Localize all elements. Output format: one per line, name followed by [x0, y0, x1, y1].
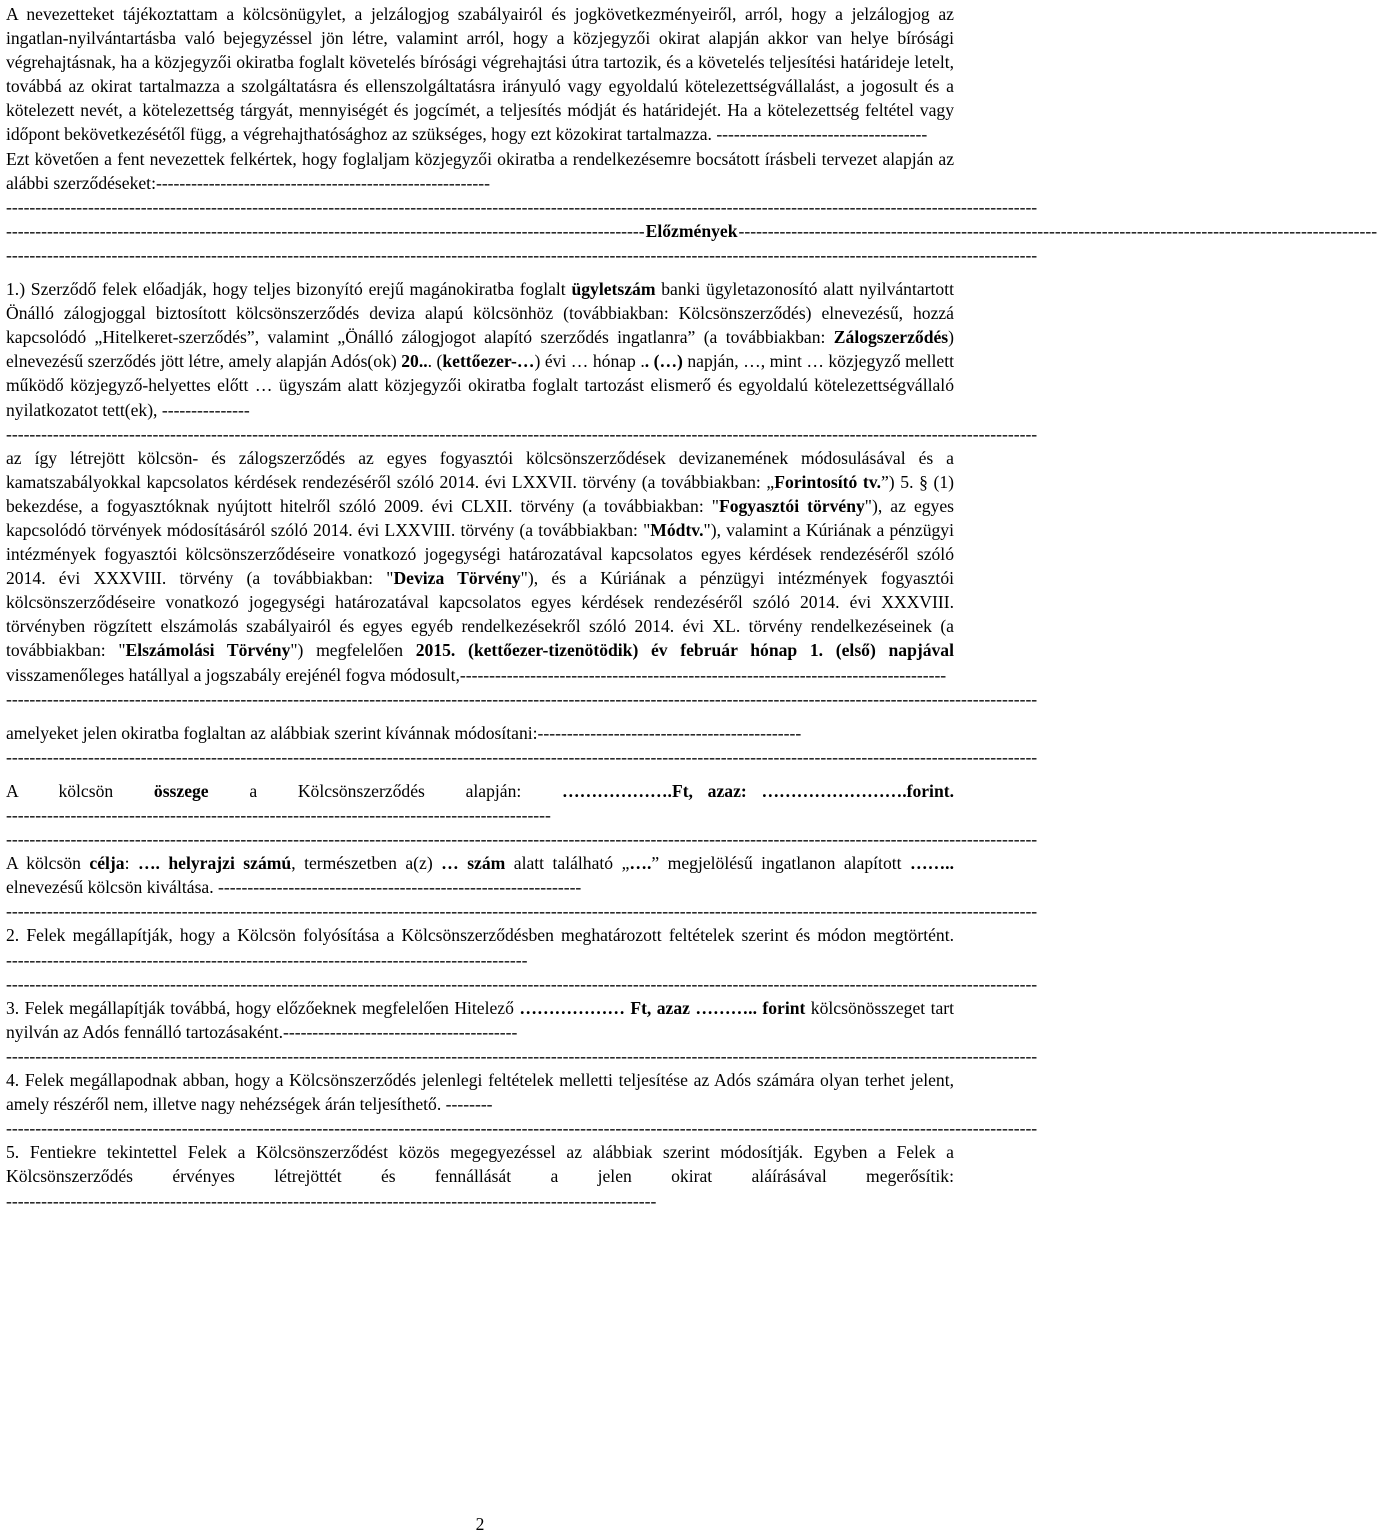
loan-purpose-paragraph: A kölcsön célja: …. helyrajzi számú, természetben a(z) … szám alatt található „….” megjelölésű ingatlanon alapított …….. elnevezésű kölcsön kiváltása. -------------------------------------------------------------- — [6, 853, 954, 898]
section-title-row: ------------------------------------------------------------------------------------------------------------- Előzmények ------------------------------------------------------------------------------------------------------------- — [6, 219, 954, 243]
item-4-paragraph: 4. Felek megállapodnak abban, hogy a Kölcsönszerződés jelenlegi feltételek melletti teljesítése az Adós számára olyan terhet jelent, amely részéről nem, illetve nagy nehézségek árán teljesíthető. -------- — [6, 1070, 954, 1115]
dash-separator: -------------------------------------------------------------------------------------------------------------------------------------------------------------------------------- — [6, 688, 1038, 709]
item-5-paragraph: 5. Fentiekre tekintettel Felek a Kölcsönszerződést közös megegyezéssel az alábbiak szerint módosítják. Egyben a Felek a Kölcsönszerződés érvényes létrejöttét és fennállását a jelen okirat aláírásával megerősítik: --------------------------------------------------------------------------------------------------------------- — [6, 1142, 954, 1211]
section-1-continuation: az így létrejött kölcsön- és zálogszerződés az egyes fogyasztói kölcsönszerződések devizanemének módosulásával és a kamatszabályokkal kapcsolatos kérdések rendezéséről szóló 2014. évi LXXVII. törvény (a továbbiakban: „Forintosító tv.”) 5. § (1) bekezdése, a fogyasztóknak nyújtott hitelről szóló 2009. évi CLXII. törvény (a továbbiakban: "Fogyasztói törvény"), az egyes kapcsolódó törvények módosításáról szóló 2014. évi LXXVIII. törvény (a továbbiakban: "Módtv."), valamint a Kúriának a pénzügyi intézmények fogyasztói kölcsönszerződéseire vonatkozó jogegységi határozatával kapcsolatos egyes kérdések rendezéséről szóló 2014. évi XXXVIII. törvény (a továbbiakban: "Deviza Törvény"), és a Kúriának a pénzügyi intézmények fogyasztói kölcsönszerződéseire vonatkozó jogegységi határozatával kapcsolatos egyes kérdések rendezéséről szóló 2014. évi XXXVIII. törvényben rögzített elszámolás szabályairól és egyes egyéb rendelkezésekről szóló 2014. évi XL. törvény rendelkezéseinek (a továbbiakban: "Elszámolási Törvény") megfelelően 2015. (kettőezer-tizenötödik) év február hónap 1. (első) napjával visszamenőleges hatállyal a jogszabály erejénél fogva módosult,----------------------------------------------------------------------------------- — [6, 447, 955, 685]
dash-separator: -------------------------------------------------------------------------------------------------------------------------------------------------------------------------------- — [6, 1045, 1038, 1066]
section-title: Előzmények — [645, 220, 738, 241]
dash-separator: -------------------------------------------------------------------------------------------------------------------------------------------------------------------------------- — [6, 829, 1038, 850]
loan-amount-paragraph: A kölcsön összege a Kölcsönszerződés alapján: ……………….Ft, azaz: …………………….forint. --------------------------------------------------------------------------------------------- — [6, 780, 954, 825]
dash-separator: -------------------------------------------------------------------------------------------------------------------------------------------------------------------------------- — [6, 746, 1038, 767]
dash-separator: -------------------------------------------------------------------------------------------------------------------------------------------------------------------------------- — [6, 423, 1038, 444]
item-3-paragraph: 3. Felek megállapítják továbbá, hogy előzőeknek megfelelően Hitelező ……………… Ft, azaz ……….. forint kölcsönösszeget tart nyilván az Adós fennálló tartozásaként.---------------------------------------- — [6, 997, 955, 1042]
page-number: 2 — [475, 1514, 485, 1534]
dash-separator: -------------------------------------------------------------------------------------------------------------------------------------------------------------------------------- — [6, 244, 1038, 265]
dash-separator: -------------------------------------------------------------------------------------------------------------------------------------------------------------------------------- — [6, 1118, 1038, 1139]
section-1-paragraph: 1.) Szerződő felek előadják, hogy teljes bizonyító erejű magánokiratba foglalt ügyletszám banki ügyletazonosító alatt nyilvántartott Önálló zálogjoggal biztosított kölcsönszerződés deviza alapú kölcsönhöz (továbbiakban: Kölcsönszerződés) elnevezésű, hozzá kapcsolódó „Hitelkeret-szerződés”, valamint „Önálló zálogjogot alapító szerződés ingatlanra” (a továbbiakban: Zálogszerződés) elnevezésű szerződés jött létre, amely alapján Adós(ok) 20... (kettőezer-…) évi … hónap .. (…) napján, …, mint … közjegyző mellett működő közjegyző-helyettes előtt … ügyszám alatt közjegyzői okiratba foglalt tartozást elismerő és egyoldalú kötelezettségvállaló nyilatkozatot tett(ek), --------------- — [6, 279, 955, 420]
dash-separator: -------------------------------------------------------------------------------------------------------------------------------------------------------------------------------- — [6, 973, 1038, 994]
item-2-paragraph: 2. Felek megállapítják, hogy a Kölcsön folyósítása a Kölcsönszerződésben meghatározott feltételek szerint és módon megtörtént. ----------------------------------------------------------------------------------------- — [6, 925, 954, 970]
dash-separator: -------------------------------------------------------------------------------------------------------------------------------------------------------------------------------- — [6, 196, 1038, 217]
intro-paragraph-2: Ezt követően a fent nevezettek felkértek, hogy foglaljam közjegyzői okiratba a rendelkezésemre bocsátott írásbeli tervezet alapján az alábbi szerződéseket:--------------------------------------------------------- — [6, 148, 954, 193]
dash-separator: -------------------------------------------------------------------------------------------------------------------------------------------------------------------------------- — [6, 901, 1038, 922]
amendment-intro: amelyeket jelen okiratba foglaltan az alábbiak szerint kívánnak módosítani:--------------------------------------------- — [6, 722, 802, 743]
intro-paragraph-1: A nevezetteket tájékoztattam a kölcsönügylet, a jelzálogjog szabályairól és jogkövetkezményeiről, arról, hogy a jelzálogjog az ingatlan-nyilvántartásba való bejegyzéssel jön létre, valamint arról, hogy a közjegyzői okirat alapján akkor van helye bírósági végrehajtásnak, ha a közjegyzői okiratba foglalt követelés bírósági végrehajtási útra tartozik, és a követelés teljesítési határideje letelt, továbbá az okirat tartalmazza a szolgáltatásra és ellenszolgáltatásra irányuló vagy egyoldalú kötelezettségvállalást, a jogosult és a kötelezett nevét, a kötelezettség tárgyát, mennyiségét és jogcímét, a teljesítés módját és határidejét. Ha a kötelezettség feltétel vagy időpont bekövetkezésétől függ, a végrehajthatósághoz az szükséges, hogy ezt közokirat tartalmazza. ------------------------------------ — [6, 4, 954, 145]
